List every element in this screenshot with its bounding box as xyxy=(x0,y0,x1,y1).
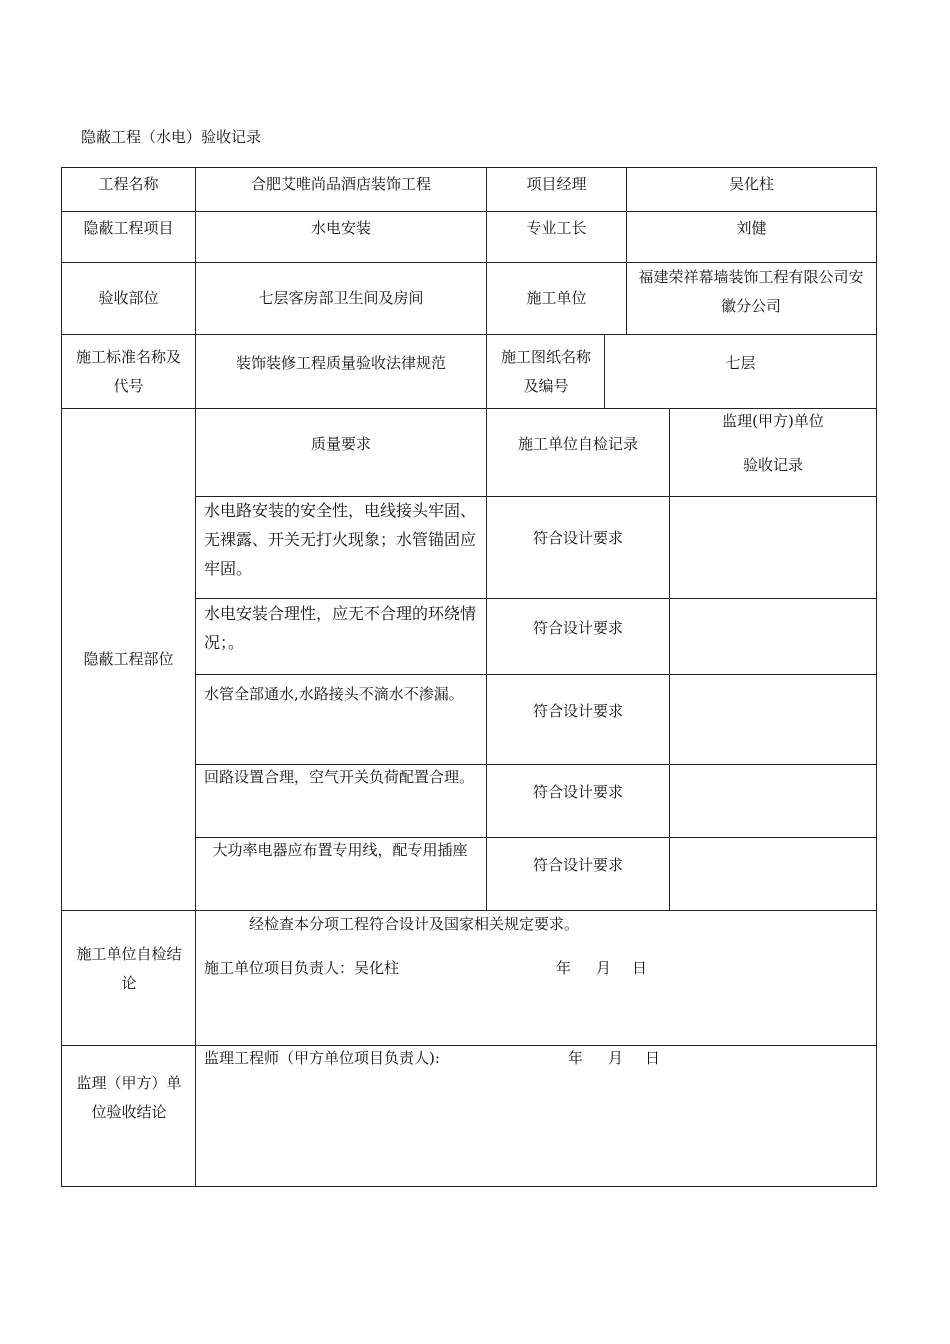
inspection-part-value: 七层客房部卫生间及房间 xyxy=(258,289,424,307)
self-check-signer: 施工单位项目负责人：吴化柱 xyxy=(204,959,400,977)
inspection-part-label: 验收部位 xyxy=(98,289,159,307)
hidden-item-label: 隐蔽工程项目 xyxy=(83,219,174,237)
contractor-label: 施工单位 xyxy=(526,289,587,307)
document-title: 隐蔽工程（水电）验收记录 xyxy=(81,128,262,146)
supervisor-date-day: 日 xyxy=(645,1049,661,1067)
self-check-result: 符合设计要求 xyxy=(532,618,623,637)
project-name-value: 合肥艾唯尚品酒店装饰工程 xyxy=(250,175,431,193)
col-supervisor-header-line2: 验收记录 xyxy=(742,455,803,474)
quality-requirement: 水电安装合理性，应无不合理的环绕情况；。 xyxy=(204,604,477,652)
foreman-label: 专业工长 xyxy=(526,219,587,237)
drawing-value: 七层 xyxy=(725,353,756,372)
supervisor-conclusion-label: 监理（甲方）单位验收结论 xyxy=(76,1073,182,1121)
supervisor-date-month: 月 xyxy=(608,1049,624,1067)
project-manager-value: 吴化柱 xyxy=(728,175,774,193)
supervisor-date-year: 年 xyxy=(568,1049,584,1067)
project-name-label: 工程名称 xyxy=(98,175,159,193)
self-check-date-month: 月 xyxy=(596,959,612,977)
standard-label: 施工标准名称及代号 xyxy=(75,347,181,395)
col-quality-header: 质量要求 xyxy=(310,434,371,453)
col-self-check-header: 施工单位自检记录 xyxy=(517,434,638,453)
contractor-value: 福建荣祥幕墙装饰工程有限公司安徽分公司 xyxy=(638,268,864,315)
drawing-label: 施工图纸名称及编号 xyxy=(500,347,591,395)
quality-requirement: 回路设置合理，空气开关负荷配置合理。 xyxy=(204,768,475,786)
self-check-result: 符合设计要求 xyxy=(532,701,623,720)
quality-requirement: 水电路安装的安全性，电线接头牢固、无裸露、开关无打火现象；水管锚固应牢固。 xyxy=(204,501,477,578)
quality-requirement: 水管全部通水,水路接头不滴水不渗漏。 xyxy=(204,685,464,703)
table-rule xyxy=(669,408,670,910)
hidden-item-value: 水电安装 xyxy=(310,219,371,237)
standard-value: 装饰装修工程质量验收法律规范 xyxy=(235,353,446,372)
self-check-conclusion-label: 施工单位自检结论 xyxy=(76,944,182,992)
table-rule xyxy=(61,1186,877,1187)
table-rule xyxy=(876,167,877,1187)
self-check-result: 符合设计要求 xyxy=(532,783,623,801)
self-check-statement: 经检查本分项工程符合设计及国家相关规定要求。 xyxy=(249,915,580,933)
self-check-result: 符合设计要求 xyxy=(532,856,623,874)
hidden-section-label: 隐蔽工程部位 xyxy=(83,650,174,668)
col-supervisor-header-line1: 监理(甲方)单位 xyxy=(722,411,824,430)
self-check-result: 符合设计要求 xyxy=(532,528,623,547)
project-manager-label: 项目经理 xyxy=(526,175,587,193)
quality-requirement: 大功率电器应布置专用线，配专用插座 xyxy=(212,841,468,859)
table-rule xyxy=(61,1045,877,1046)
supervisor-signer: 监理工程师（甲方单位项目负责人): xyxy=(204,1049,440,1067)
self-check-date-year: 年 xyxy=(556,959,572,977)
self-check-date-day: 日 xyxy=(632,959,648,977)
foreman-value: 刘健 xyxy=(736,219,767,237)
